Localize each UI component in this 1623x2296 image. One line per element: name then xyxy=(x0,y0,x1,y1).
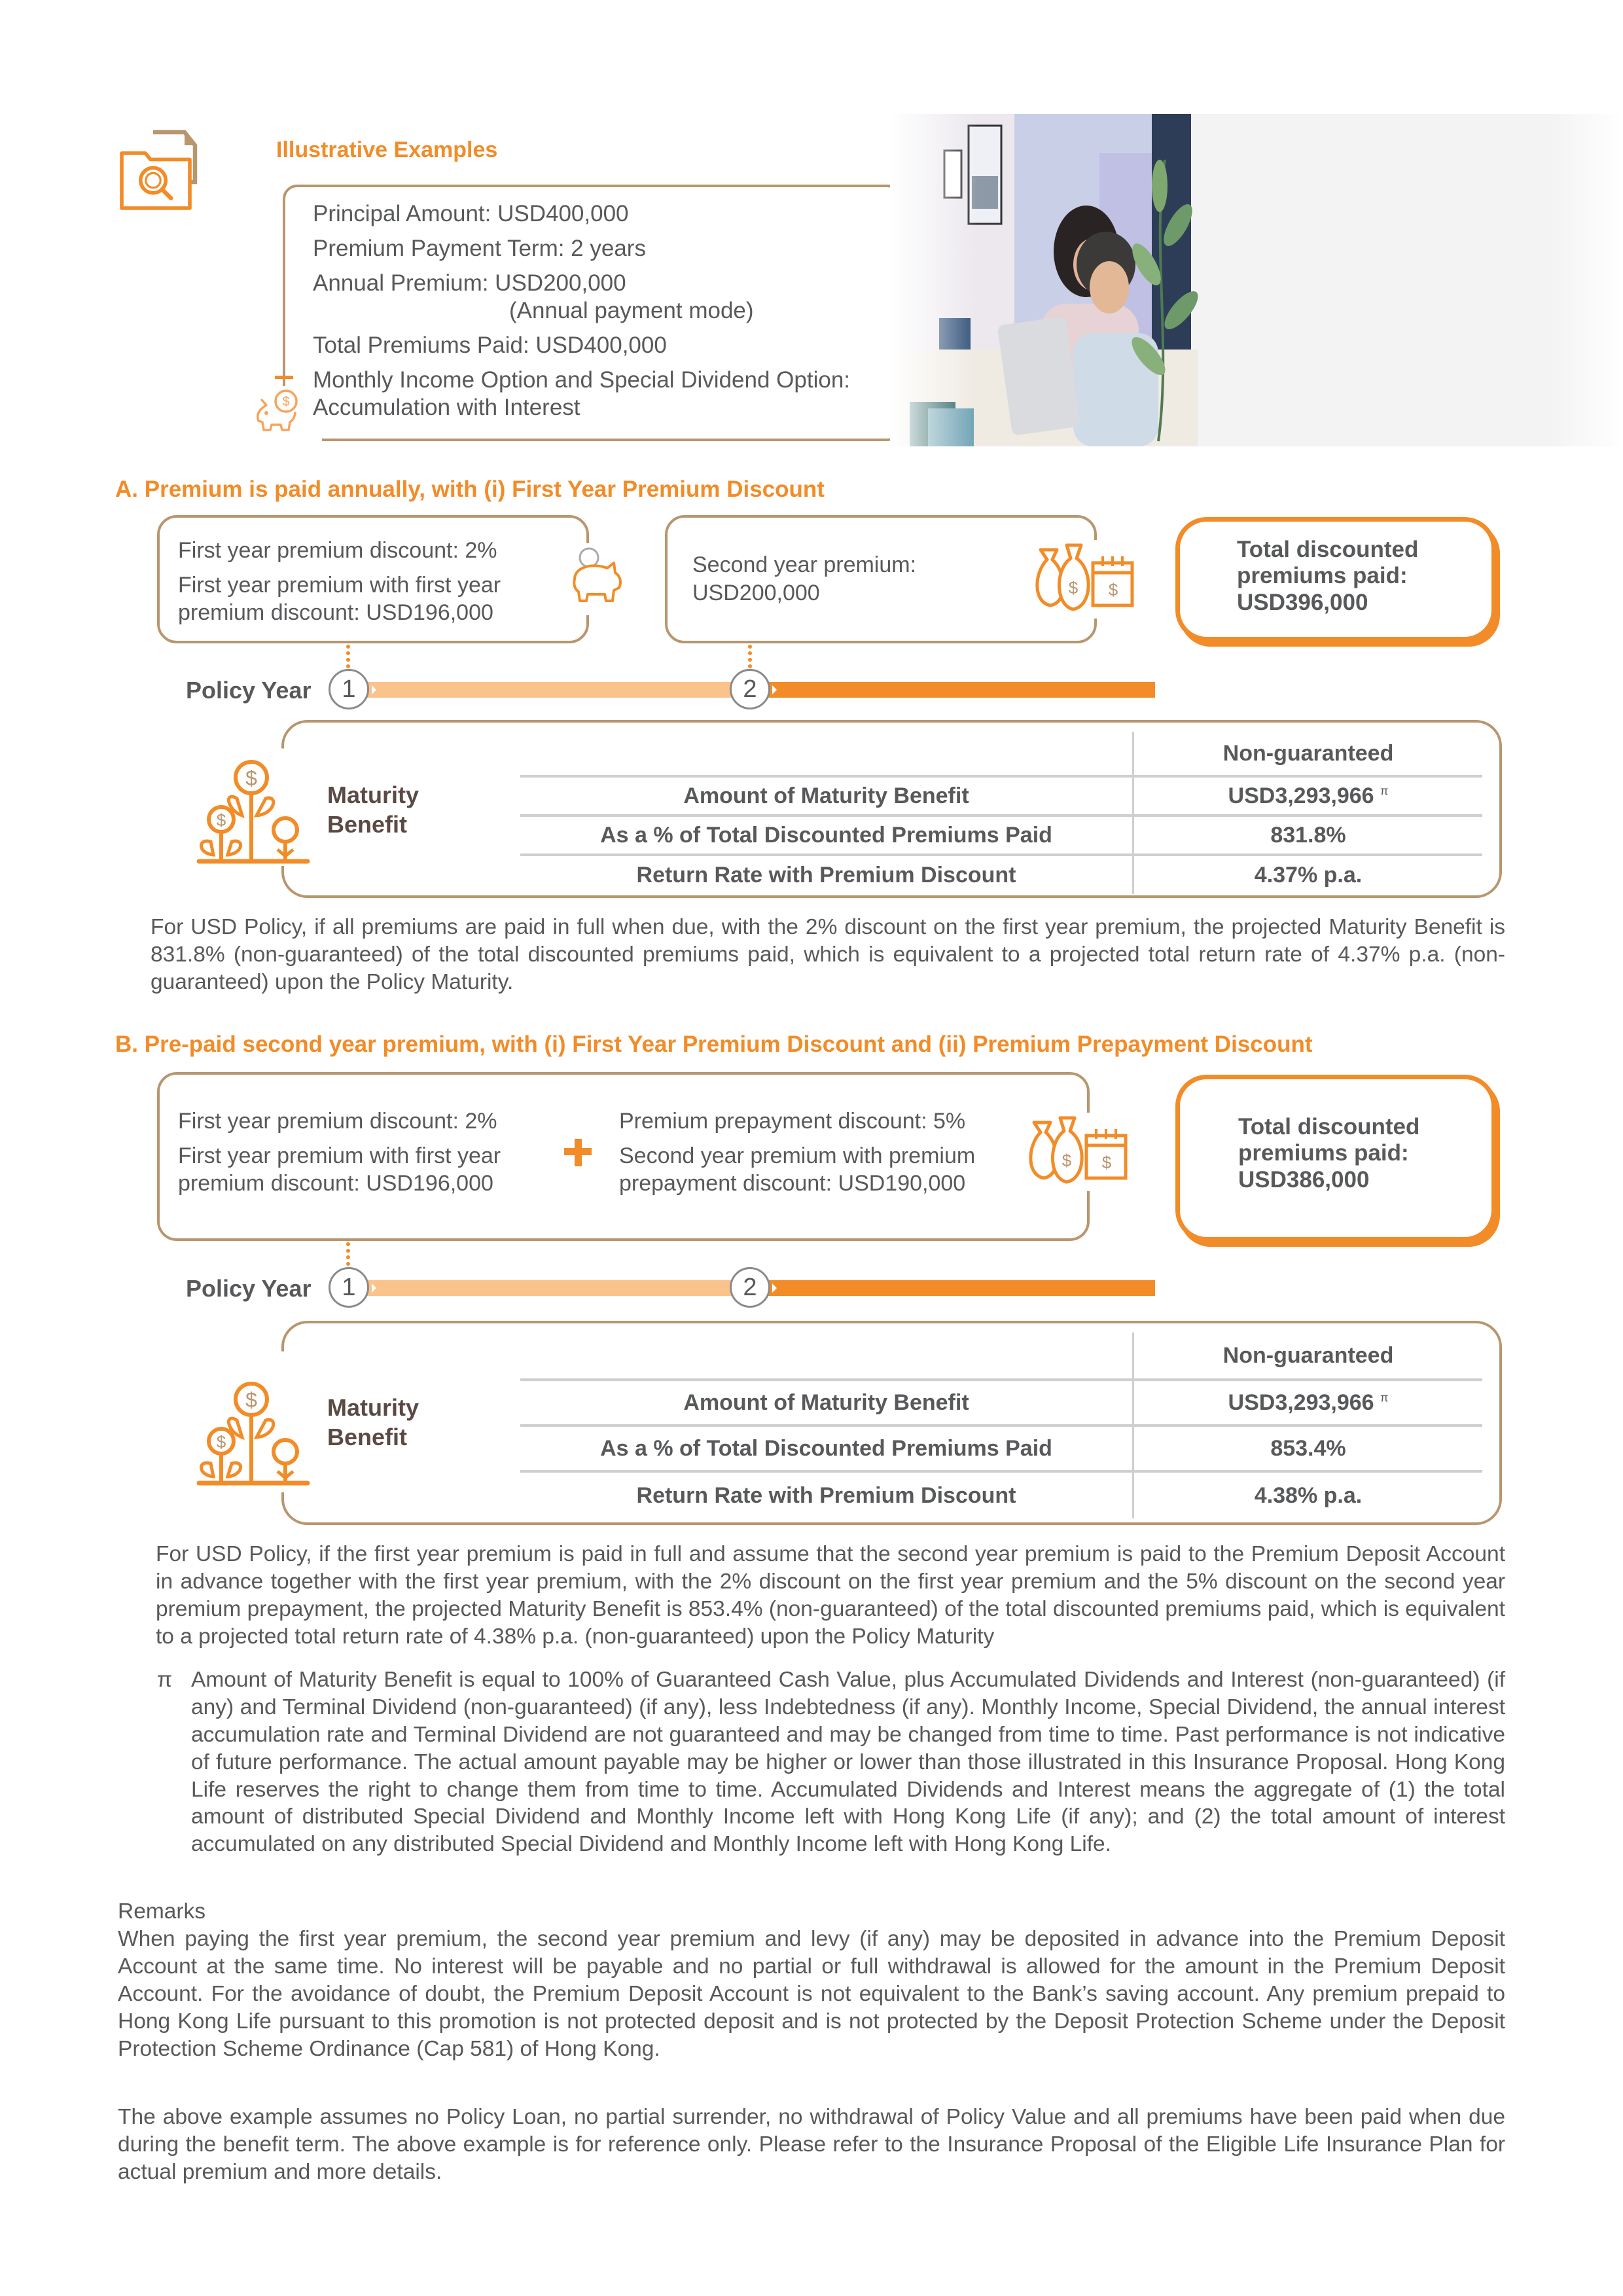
svg-text:$: $ xyxy=(216,810,226,830)
footnote-text: Amount of Maturity Benefit is equal to 100% of Guaranteed Cash Value, plus Accumulated Dividends and Interest (non-guaranteed) (if any) and Terminal Dividend (non-guaranteed) (if any), less Indebtedness (if any). Monthly Income, Special Dividend, the annual interest accumulation rate and Terminal Dividend are not guaranteed and may be changed from time to time. Past performance is not indicative of future performance. The actual amount payable may be higher or lower than those illustrated in this Insurance Proposal. Hong Kong Life reserves the right to change them from time to time. Accumulated Dividends and Interest means the aggregate of (1) the total amount of distributed Special Dividend and Monthly Income left with Hong Kong Life (if any); and (2) the total amount of interest accumulated on any distributed Special Dividend and Monthly Income left with Hong Kong Life. xyxy=(191,1668,1505,1857)
first-year-premium-label: First year premium with first year xyxy=(178,1143,501,1168)
plus-icon xyxy=(564,1139,592,1166)
principal-amount: Principal Amount: USD400,000 xyxy=(313,201,629,226)
section-b-note: For USD Policy, if the first year premium is paid in full and assume that the second year premium is paid to the Premium Deposit Account in advance together with the first year premium, with the 2% discount on the first year premium and the 5% discount on the second year premium prepayment, the projected Maturity Benefit is 853.4% (non-guaranteed) of the total discounted premiums paid, which is equivalent to a projected total return rate of 4.38% p.a. (non-guaranteed) upon the Policy Maturity xyxy=(156,1542,1505,1649)
policy-year-2: 2 xyxy=(730,669,770,709)
dividend-option-value: Accumulation with Interest xyxy=(313,395,580,420)
timeline-year-1-bar xyxy=(366,1280,740,1296)
connector-dots xyxy=(346,1242,354,1266)
row-value xyxy=(1133,776,1483,816)
section-b-second-year-text xyxy=(619,1107,975,1198)
svg-text:$: $ xyxy=(282,395,290,409)
remarks-title: Remarks xyxy=(118,1899,206,1924)
annual-premium: Annual Premium: USD200,000 xyxy=(313,270,626,296)
maturity-label-line-2: Benefit xyxy=(327,811,408,838)
section-a-second-year-text xyxy=(692,551,916,607)
svg-text:$: $ xyxy=(216,1432,226,1452)
connector-dots xyxy=(748,645,756,668)
money-plant-icon xyxy=(191,751,312,869)
table-header-row xyxy=(520,1333,1482,1380)
row-label: Amount of Maturity Benefit xyxy=(520,1380,1133,1426)
piggy-bank-coin-icon xyxy=(252,383,304,435)
first-year-discount: First year premium discount: 2% xyxy=(178,1109,497,1134)
second-year-premium-label: Second year premium with premium xyxy=(619,1143,976,1168)
money-bags-calendar-icon xyxy=(1027,540,1158,619)
row-label: Return Rate with Premium Discount xyxy=(520,1471,1133,1518)
timeline-year-2-bar xyxy=(766,1280,1155,1296)
second-year-premium-label: Second year premium: xyxy=(692,552,917,577)
second-year-premium-value: USD200,000 xyxy=(692,580,820,605)
timeline-year-2-bar xyxy=(766,682,1155,698)
total-label-1: Total discounted xyxy=(1238,1114,1420,1139)
footnote-mark: π xyxy=(1380,784,1389,798)
page-title: Illustrative Examples xyxy=(276,137,498,162)
timeline-year-1-bar xyxy=(366,682,740,698)
section-b-title: B. Pre-paid second year premium, with (i) First Year Premium Discount and (ii) Premium Prepayment Discount xyxy=(115,1031,1313,1057)
arrow-icon xyxy=(772,1283,777,1293)
connector-dots xyxy=(346,645,354,668)
policy-year-2: 2 xyxy=(730,1267,770,1308)
policy-year-label: Policy Year xyxy=(186,677,312,704)
svg-text:$: $ xyxy=(1101,1153,1112,1172)
row-label: Amount of Maturity Benefit xyxy=(520,776,1133,816)
arrow-icon xyxy=(372,685,376,694)
footnote-mark: π xyxy=(157,1668,173,1692)
prepayment-discount: Premium prepayment discount: 5% xyxy=(619,1109,966,1134)
section-b-maturity-table xyxy=(520,1333,1482,1518)
money-bags-calendar-icon xyxy=(1021,1113,1152,1191)
payment-mode: (Annual payment mode) xyxy=(509,298,754,323)
row-value: 831.8% xyxy=(1133,816,1483,855)
row-label: Return Rate with Premium Discount xyxy=(520,855,1133,894)
second-year-premium-value: prepayment discount: USD190,000 xyxy=(619,1171,966,1196)
table-row xyxy=(520,776,1482,816)
policy-year-label: Policy Year xyxy=(186,1275,312,1302)
maturity-label-line-1: Maturity xyxy=(327,781,419,808)
table-row xyxy=(520,816,1482,855)
svg-text:$: $ xyxy=(1061,1151,1072,1170)
total-premiums-paid: Total Premiums Paid: USD400,000 xyxy=(313,332,667,358)
maturity-benefit-label xyxy=(327,780,419,839)
total-label-2: premiums paid: xyxy=(1237,563,1408,589)
dividend-option-label: Monthly Income Option and Special Dividend Option: xyxy=(313,367,851,393)
row-value: 4.38% p.a. xyxy=(1133,1471,1483,1518)
section-a-maturity-table xyxy=(520,732,1482,894)
details-list xyxy=(313,200,850,422)
first-year-premium-value: premium discount: USD196,000 xyxy=(178,1171,493,1196)
first-year-discount: First year premium discount: 2% xyxy=(178,538,497,563)
row-label: As a % of Total Discounted Premiums Paid xyxy=(520,816,1133,855)
folder-search-icon xyxy=(116,117,221,221)
policy-year-1: 1 xyxy=(329,669,369,709)
maturity-benefit-label xyxy=(327,1393,419,1452)
section-a-note: For USD Policy, if all premiums are paid in full when due, with the 2% discount on the first year premium, the projected Maturity Benefit is 831.8% (non-guaranteed) of the total discounted premiums paid, which is equivalent to a projected total return rate of 4.37% p.a. (non-guaranteed) upon the Policy Maturity. xyxy=(151,915,1505,994)
maturity-label-line-1: Maturity xyxy=(327,1394,419,1421)
payment-term: Premium Payment Term: 2 years xyxy=(313,236,646,261)
table-row xyxy=(520,1471,1482,1518)
arrow-icon xyxy=(372,1283,376,1293)
piggy-bank-icon xyxy=(562,543,640,615)
table-row xyxy=(520,855,1482,894)
disclaimer-text: The above example assumes no Policy Loan, no partial surrender, no withdrawal of Policy Value and all premiums have been paid when due during the benefit term. The above example is for reference only. Please refer to the Insurance Proposal of the Eligible Life Insurance Plan for actual premium and more details. xyxy=(118,2105,1505,2184)
maturity-amount: USD3,293,966 xyxy=(1228,783,1374,808)
details-connector-cross xyxy=(275,376,293,379)
svg-text:$: $ xyxy=(1108,580,1118,600)
section-a-total-text xyxy=(1237,537,1418,616)
svg-text:$: $ xyxy=(245,1388,257,1412)
svg-text:$: $ xyxy=(1068,578,1079,598)
row-value: 853.4% xyxy=(1133,1426,1483,1471)
section-b-first-year-text xyxy=(178,1107,501,1198)
row-label: As a % of Total Discounted Premiums Paid xyxy=(520,1426,1133,1471)
footnote-mark: π xyxy=(1380,1391,1389,1405)
total-label-2: premiums paid: xyxy=(1238,1140,1409,1166)
total-value: USD386,000 xyxy=(1238,1166,1370,1193)
section-b-total-text xyxy=(1238,1114,1419,1193)
row-value: 4.37% p.a. xyxy=(1133,855,1483,894)
hero-photo xyxy=(890,114,1623,446)
policy-year-1: 1 xyxy=(329,1267,369,1308)
svg-text:$: $ xyxy=(245,766,257,790)
total-value: USD396,000 xyxy=(1237,589,1368,615)
column-header: Non-guaranteed xyxy=(1133,732,1483,776)
section-a-title: A. Premium is paid annually, with (i) First Year Premium Discount xyxy=(115,476,825,502)
table-row xyxy=(520,1426,1482,1471)
table-header-row xyxy=(520,732,1482,776)
arrow-icon xyxy=(772,685,777,694)
maturity-amount: USD3,293,966 xyxy=(1228,1390,1374,1415)
remarks-text: When paying the first year premium, the second year premium and levy (if any) may be deposited in advance into the Premium Deposit Account at the same time. No interest will be payable and no partial or full withdrawal is allowed for the amount in the Premium Deposit Account. For the avoidance of doubt, the Premium Deposit Account is not equivalent to the Bank’s saving account. Any premium prepaid to Hong Kong Life pursuant to this promotion is not protected deposit and is not protected by the Deposit Protection Scheme under the Deposit Protection Scheme Ordinance (Cap 581) of Hong Kong. xyxy=(118,1927,1505,2061)
money-plant-icon xyxy=(191,1373,312,1491)
first-year-premium-value: premium discount: USD196,000 xyxy=(178,600,493,625)
column-header: Non-guaranteed xyxy=(1133,1333,1483,1380)
row-value xyxy=(1133,1380,1483,1426)
section-a-first-year-text xyxy=(178,537,501,627)
first-year-premium-label: First year premium with first year xyxy=(178,572,501,598)
maturity-label-line-2: Benefit xyxy=(327,1424,408,1450)
total-label-1: Total discounted xyxy=(1237,537,1419,562)
table-row xyxy=(520,1380,1482,1426)
